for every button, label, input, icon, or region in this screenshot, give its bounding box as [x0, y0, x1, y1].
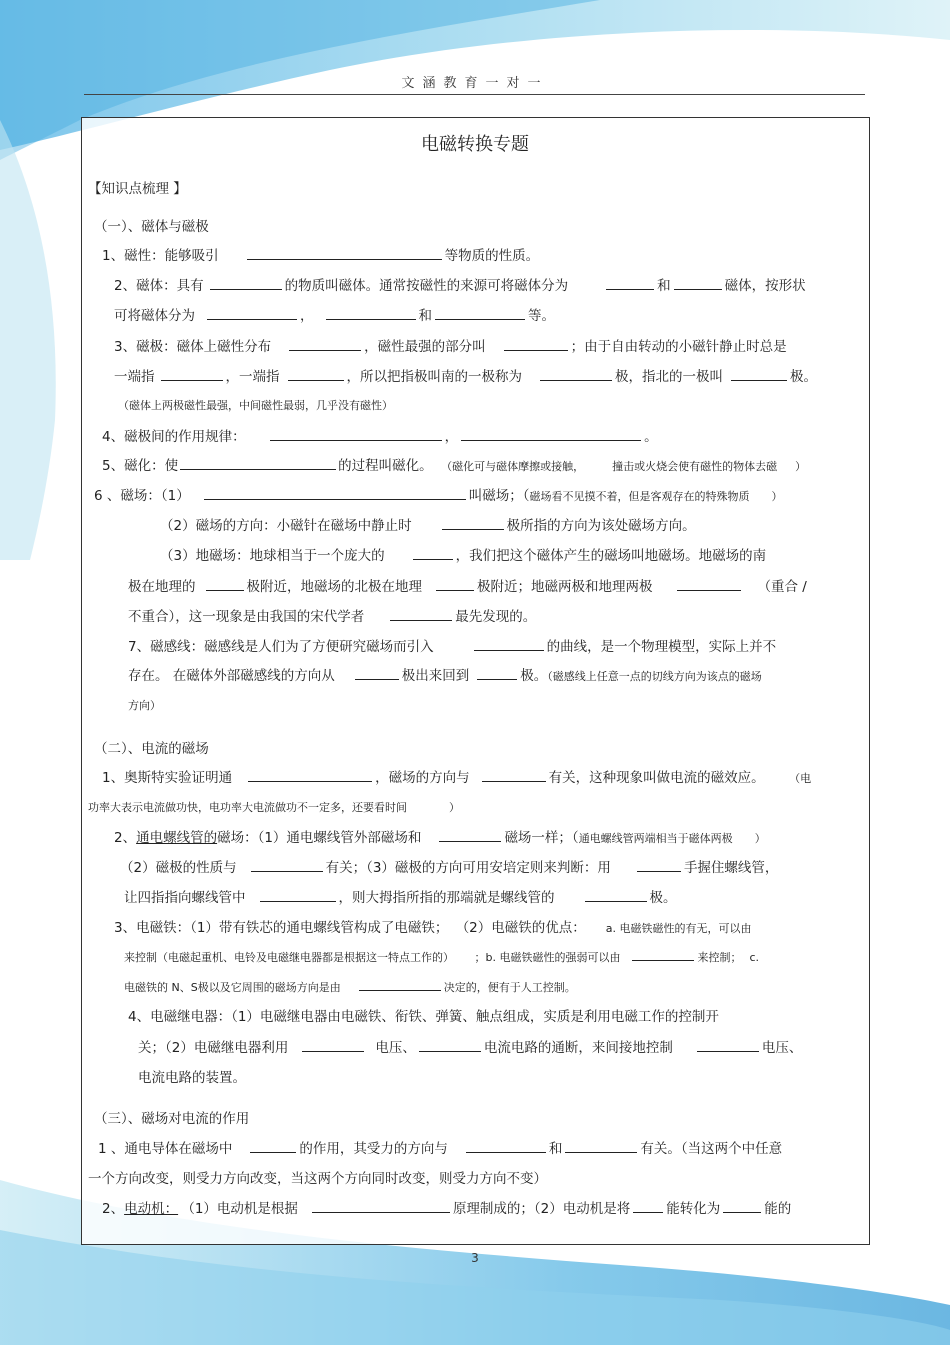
answer-blank[interactable]	[466, 1140, 546, 1153]
line-electromagnet-3	[124, 978, 576, 997]
text: 的过程叫磁化。	[338, 458, 433, 474]
line-magnetism	[102, 247, 539, 265]
note: 通电螺线管两端相当于磁体两极	[578, 832, 733, 845]
text: ，则大拇指所指的那端就是螺线管的	[338, 890, 555, 906]
text: 能的	[764, 1201, 792, 1217]
note: 撞击或火烧会使有磁性的物体去磁	[612, 460, 778, 473]
line-pole-nature	[120, 859, 778, 877]
text: 极。	[649, 890, 677, 906]
text: 极。	[790, 369, 817, 385]
text: 磁场：（1）通电螺线管外部磁场和	[217, 830, 422, 846]
text: 叫磁场；（	[468, 488, 530, 504]
line-electromagnet	[114, 919, 752, 938]
answer-blank[interactable]	[474, 638, 544, 651]
text: 极附近，地磁场的北极在地理	[246, 579, 422, 595]
section-2-heading: （二）、电流的磁场	[94, 741, 209, 757]
answer-blank[interactable]	[312, 1200, 450, 1213]
note: ）	[795, 460, 807, 473]
text: 让四指指向螺线管中	[124, 890, 246, 906]
answer-blank[interactable]	[697, 1039, 759, 1052]
answer-blank[interactable]	[270, 428, 442, 441]
text: 3、磁极：磁体上磁性分布	[114, 339, 272, 355]
answer-blank[interactable]	[504, 338, 568, 351]
answer-blank[interactable]	[606, 277, 654, 290]
text: 6 、磁场：（1）	[94, 488, 190, 504]
line-field-def	[94, 487, 782, 506]
text: ；由于自由转动的小磁针静止时总是	[570, 339, 787, 355]
text: 等。	[528, 308, 555, 324]
line-pole-rules	[102, 428, 658, 446]
text: 极在地理的	[128, 579, 196, 595]
text: 等物质的性质。	[444, 248, 540, 264]
text: 。	[644, 429, 658, 445]
answer-blank[interactable]	[247, 247, 442, 260]
answer-blank[interactable]	[250, 1140, 296, 1153]
header-divider	[84, 94, 865, 95]
line-oersted	[102, 769, 811, 788]
note: ）	[754, 832, 766, 845]
answer-blank[interactable]	[302, 1039, 364, 1052]
text: 的物质叫磁体。通常按磁性的来源可将磁体分为	[284, 278, 569, 294]
text: 电动机：	[124, 1201, 179, 1217]
text: 极附近；地磁两极和地理两极	[477, 579, 653, 595]
text: 2、	[114, 830, 137, 846]
text: 和	[418, 308, 432, 324]
text: 能转化为	[666, 1201, 721, 1217]
answer-blank[interactable]	[674, 277, 722, 290]
document-title: 电磁转换专题	[421, 134, 529, 155]
text: 一端指	[114, 369, 155, 385]
text: 电流电路的通断，来间接地控制	[483, 1040, 673, 1056]
answer-blank[interactable]	[633, 1200, 663, 1213]
text: 极出来回到	[401, 668, 470, 684]
note: a. 电磁铁磁性的有无，可以由	[605, 922, 752, 935]
note: ）	[771, 490, 783, 503]
answer-blank[interactable]	[204, 487, 466, 500]
answer-blank[interactable]	[637, 859, 681, 872]
text: 有关。（当这两个中任意	[640, 1141, 783, 1157]
note: （电	[794, 772, 812, 785]
text: 关；（2）电磁继电器利用	[138, 1040, 289, 1056]
answer-blank[interactable]	[677, 578, 741, 591]
text: ，我们把这个磁体产生的磁场叫地磁场。地磁场的南	[455, 548, 767, 564]
answer-blank[interactable]	[439, 829, 501, 842]
text: ，磁性最强的部分叫	[364, 339, 486, 355]
text: （1）电动机是根据	[188, 1201, 298, 1217]
text: 4、磁极间的作用规律：	[102, 429, 246, 445]
line-relay-2	[138, 1039, 802, 1057]
answer-blank[interactable]	[390, 608, 452, 621]
answer-blank[interactable]	[248, 769, 372, 782]
text: 和	[548, 1141, 563, 1157]
answer-blank[interactable]	[206, 578, 244, 591]
text: 1 、通电导体在磁场中	[98, 1141, 233, 1157]
line-poles-2	[114, 368, 817, 386]
answer-blank[interactable]	[632, 948, 694, 961]
text: 有关；（3）磁极的方向可用安培定则来判断：用	[325, 860, 611, 876]
answer-blank[interactable]	[435, 307, 525, 320]
text: 2、	[102, 1201, 125, 1217]
answer-blank[interactable]	[477, 667, 517, 680]
text: ，所以把指极叫南的一极称为	[346, 369, 522, 385]
answer-blank[interactable]	[210, 277, 282, 290]
line-magnet	[114, 277, 806, 295]
text: 极，指北的一极叫	[615, 369, 723, 385]
answer-blank[interactable]	[482, 769, 546, 782]
text: ，	[444, 429, 459, 445]
text: 3、电磁铁：（1）带有铁芯的通电螺线管构成了电磁铁；	[114, 920, 449, 936]
line-electromagnet-2	[124, 948, 759, 967]
text: 最先发现的。	[455, 609, 537, 625]
section-1-heading: （一）、磁体与磁极	[94, 219, 209, 235]
text: 极所指的方向为该处磁场方向。	[506, 518, 696, 534]
line-field-direction	[160, 517, 696, 535]
text: 原理制成的；（2）电动机是将	[452, 1201, 631, 1217]
text: 来控制；	[697, 951, 742, 964]
answer-blank[interactable]	[288, 368, 344, 381]
text: 电压、	[761, 1040, 803, 1056]
answer-blank[interactable]	[436, 578, 474, 591]
text: 电磁铁的 N、S极以及它周围的磁场方向是由	[124, 981, 341, 994]
section-heading: 【知识点梳理 】	[88, 181, 187, 197]
answer-blank[interactable]	[731, 368, 787, 381]
text: ，磁场的方向与	[375, 770, 470, 786]
text: 不重合），这一现象是由我国的宋代学者	[128, 609, 365, 625]
answer-blank[interactable]	[207, 307, 297, 320]
text: （重合 /	[757, 579, 807, 595]
text: 来控制（电磁起重机、电铃及电磁继电器都是根据这一特点工作的）	[124, 951, 449, 964]
line-magnet-shapes	[114, 307, 555, 325]
text: （2）磁场的方向：小磁针在磁场中静止时	[160, 518, 412, 534]
answer-blank[interactable]	[565, 1140, 637, 1153]
text: 可将磁体分为	[114, 308, 195, 324]
text: 功率大表示电流做功快，电功率大电流做功不一定多，还要看时间	[88, 801, 407, 814]
line-magnetization	[102, 457, 806, 476]
text: 极。	[520, 668, 548, 684]
line-solenoid	[114, 829, 766, 848]
text: 通电螺线管的	[136, 830, 218, 846]
line-earth-poles	[128, 578, 807, 596]
line-relay: 4、电磁继电器：（1）电磁继电器由电磁铁、衔铁、弹簧、触点组成，实质是利用电磁工作的控制开	[128, 1009, 719, 1025]
text: 有关，这种现象叫做电流的磁效应。	[548, 770, 765, 786]
answer-blank[interactable]	[260, 889, 336, 902]
text: 磁体，按形状	[724, 278, 806, 294]
note-electric-power	[88, 799, 460, 817]
text: 1、磁性：能够吸引	[102, 248, 219, 264]
answer-blank[interactable]	[540, 368, 612, 381]
text: 磁场一样；（	[504, 830, 579, 846]
text: （3）地磁场：地球相当于一个庞大的	[160, 548, 385, 564]
page-header: 文涵教育一对一	[401, 76, 549, 91]
text: 手握住螺线管，	[683, 860, 779, 876]
answer-blank[interactable]	[359, 978, 441, 991]
answer-blank[interactable]	[180, 457, 336, 470]
line-field-lines-2	[128, 667, 762, 686]
text: 1、奥斯特实验证明通	[102, 770, 233, 786]
text: ）	[449, 801, 460, 814]
text: 2、磁体：具有	[114, 278, 204, 294]
text: 决定的，便有于人工控制。	[443, 981, 576, 994]
line-field-lines	[128, 638, 776, 656]
text: 的作用，其受力的方向与	[299, 1141, 448, 1157]
note-field-direction: 方向）	[128, 699, 161, 712]
answer-blank[interactable]	[289, 338, 361, 351]
line-ampere-rule	[124, 889, 677, 907]
answer-blank[interactable]	[585, 889, 647, 902]
answer-blank[interactable]	[251, 859, 323, 872]
text: 7、磁感线：磁感线是人们为了方便研究磁场而引入	[128, 639, 434, 655]
note: （磁化可与磁体摩擦或接触，	[446, 460, 585, 473]
text: （2）电磁铁的优点：	[462, 920, 586, 936]
answer-blank[interactable]	[442, 517, 504, 530]
page-number: 3	[471, 1251, 479, 1265]
answer-blank[interactable]	[461, 428, 641, 441]
line-song-scholar	[128, 608, 536, 626]
text: 5、磁化：使	[102, 458, 179, 474]
text: 电压、	[375, 1040, 416, 1056]
answer-blank[interactable]	[419, 1039, 481, 1052]
section-3-heading: （三）、磁场对电流的作用	[94, 1111, 250, 1127]
line-relay-3: 电流电路的装置。	[138, 1070, 246, 1086]
line-force	[98, 1140, 782, 1158]
text: ，	[300, 308, 314, 324]
line-motor	[102, 1200, 791, 1218]
answer-blank[interactable]	[326, 307, 416, 320]
line-force-2: 一个方向改变，则受力方向改变，当这两个方向同时改变，则受力方向不变）	[88, 1171, 547, 1187]
text: 存在。 在磁体外部磁感线的方向从	[128, 668, 335, 684]
line-poles	[114, 338, 787, 356]
answer-blank[interactable]	[355, 667, 399, 680]
text: 和	[657, 278, 671, 294]
text: ；b. 电磁铁磁性的强弱可以由	[474, 951, 621, 964]
text: c.	[749, 951, 760, 964]
note-pole-strength: （磁体上两极磁性最强，中间磁性最弱，几乎没有磁性）	[118, 399, 393, 412]
note: 磁场看不见摸不着，但是客观存在的特殊物质	[529, 490, 750, 503]
text: ，一端指	[225, 369, 280, 385]
note: （磁感线上任意一点的切线方向为该点的磁场	[547, 670, 762, 683]
answer-blank[interactable]	[723, 1200, 761, 1213]
answer-blank[interactable]	[161, 368, 223, 381]
text: （2）磁极的性质与	[120, 860, 237, 876]
line-earth-field	[160, 547, 766, 565]
text: 的曲线，是一个物理模型，实际上并不	[546, 639, 777, 655]
answer-blank[interactable]	[413, 547, 453, 560]
